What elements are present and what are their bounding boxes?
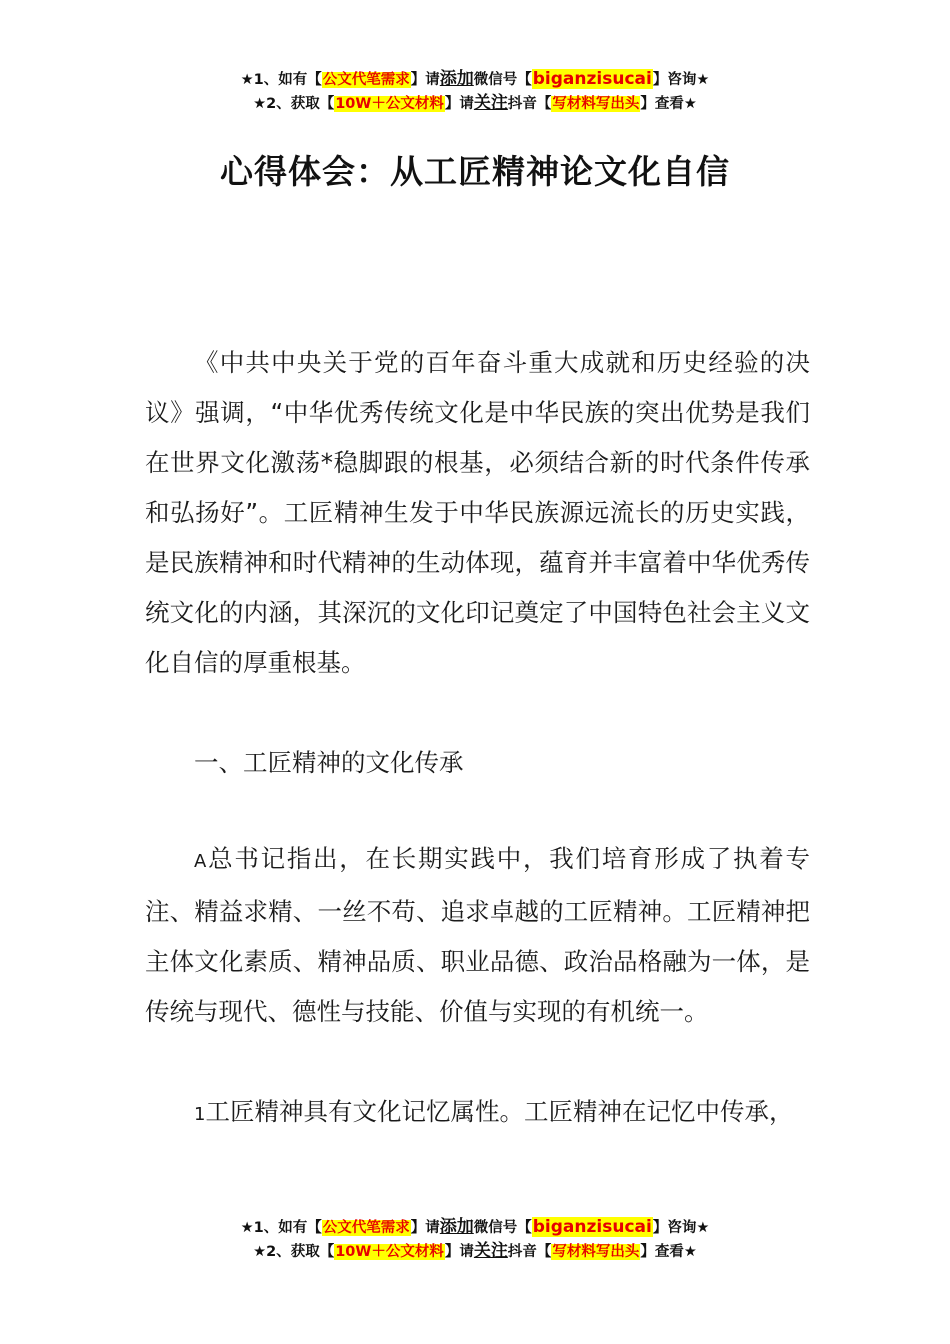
promo-highlight-materials: 10W＋公文材料 <box>335 96 444 112</box>
promo-text: 微信号【 <box>473 1220 532 1236</box>
promo-text: 抖音【 <box>507 1244 552 1260</box>
promo-underlined-text: 添加 <box>439 69 474 89</box>
paragraph-text: 工匠精神具有文化记忆属性。工匠精神在记忆中传承， <box>205 1097 794 1126</box>
promo-footer <box>0 1216 950 1264</box>
promo-highlight-douyin: 写材料写出头 <box>552 96 640 112</box>
promo-text: ★2、获取【 <box>253 96 335 112</box>
promo-text: ★1、如有【 <box>240 1220 322 1236</box>
promo-text: 】查看★ <box>640 1244 697 1260</box>
promo-highlight-wechat-id: biganzisucai <box>532 69 652 89</box>
paragraph-prefix: 1 <box>194 1104 206 1125</box>
promo-text: ★1、如有【 <box>240 72 322 88</box>
paragraph-prefix: A <box>194 851 207 872</box>
promo-line-2 <box>0 1240 950 1264</box>
promo-line-1 <box>0 1216 950 1240</box>
promo-text: 】请 <box>444 96 474 112</box>
promo-highlight-service: 公文代笔需求 <box>322 72 410 88</box>
promo-underlined-text: 关注 <box>473 93 508 113</box>
promo-text: 】请 <box>444 1244 474 1260</box>
promo-text: 微信号【 <box>473 72 532 88</box>
paragraph-intro: 《中共中央关于党的百年奋斗重大成就和历史经验的决议》强调，“中华优秀传统文化是中华民族的突出优势是我们在世界文化激荡*稳脚跟的根基，必须结合新的时代条件传承和弘扬好”。工匠精神生发于中华民族源远流长的历史实践，是民族精神和时代精神的生动体现，蕴育并丰富着中华优秀传统文化的内涵，其深沉的文化印记奠定了中国特色社会主义文化自信的厚重根基。 <box>145 348 810 677</box>
document-body <box>145 338 810 1140</box>
promo-text: 】请 <box>410 72 440 88</box>
promo-highlight-wechat-id: biganzisucai <box>532 1217 652 1237</box>
promo-underlined-text: 添加 <box>439 1217 474 1237</box>
promo-header <box>0 68 950 116</box>
promo-line-1 <box>0 68 950 92</box>
promo-text: ★2、获取【 <box>253 1244 335 1260</box>
document-title: 心得体会：从工匠精神论文化自信 <box>220 152 730 191</box>
promo-line-2 <box>0 92 950 116</box>
promo-text: 】请 <box>410 1220 440 1236</box>
promo-text: 】咨询★ <box>652 72 710 88</box>
promo-highlight-materials: 10W＋公文材料 <box>335 1244 444 1260</box>
section-heading-1: 一、工匠精神的文化传承 <box>194 748 464 777</box>
paragraph-text: 总书记指出，在长期实践中，我们培育形成了执着专注、精益求精、一丝不苟、追求卓越的工匠精神。工匠精神把主体文化素质、精神品质、职业品德、政治品格融为一体，是传统与现代、德性与技能、价值与实现的有机统一。 <box>145 844 810 1026</box>
promo-text: 抖音【 <box>507 96 552 112</box>
paragraph-quote <box>145 834 810 1037</box>
promo-highlight-douyin: 写材料写出头 <box>552 1244 640 1260</box>
promo-underlined-text: 关注 <box>473 1241 508 1261</box>
promo-text: 】查看★ <box>640 96 697 112</box>
promo-highlight-service: 公文代笔需求 <box>322 1220 410 1236</box>
paragraph-point-1 <box>145 1087 810 1140</box>
promo-text: 】咨询★ <box>652 1220 710 1236</box>
